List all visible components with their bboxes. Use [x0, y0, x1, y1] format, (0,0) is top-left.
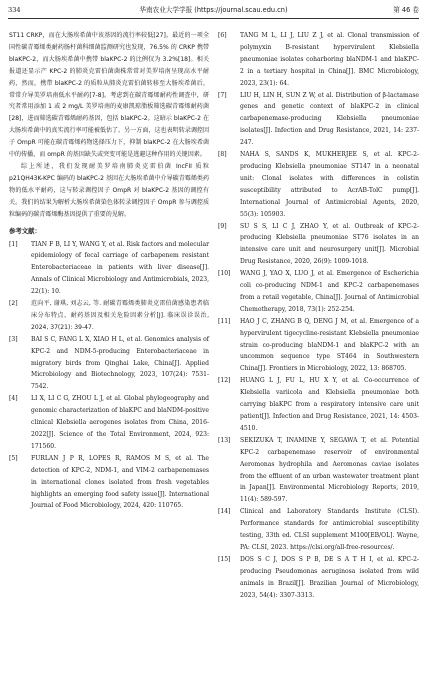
reference-item: [13] SEKIZUKA T, INAMINE Y, SEGAWA T, et al. Potential KPC-2 carbapenemase reservoir of environmental Aeromonas hydrophila and Aeromonas caviae isolates from the effluent of an urban wastewater treatment plant in Japan[J]. Environmental Microbiology Reports, 2019, 11(4): 589-597.	[218, 436, 419, 504]
reference-item: [14] Clinical and Laboratory Standards Institute (CLSI). Performance standards for antimicrobial susceptibility testing, 33th ed. CLSI supplement M100[EB/OL]. Wayne, PA: CLSI, 2023. https://clsi.org/all-free-resources/.	[218, 508, 419, 551]
reference-text: HAO J C, ZHANG B Q, DENG J M, et al. Emergence of a hypervirulent tigecycline-resistant Klebsiella pneumoniae strain co-producing blaNDM-1 and blaKPC-2 with an uncommon sequence type ST464 in Southwestern China[J]. Frontiers in Microbiology, 2022, 13: 868705.	[240, 317, 419, 373]
running-header	[8, 4, 419, 18]
reference-text: BAI S C, FANG L X, XIAO H L, et al. Genomics analysis of KPC-2 and NDM-5-producing Enterobacteriaceae in migratory birds from Qinghai Lake, China[J]. Applied Microbiology and Biotechnology, 2023, 107(24): 7531-7542.	[31, 335, 209, 391]
left-column	[9, 30, 209, 512]
reference-text: NAHA S, SANDS K, MUKHERJEE S, et al. KPC-2-producing Klebsiella pneumoniae ST147 in a neonatal unit: Clonal isolates with differences in colistin susceptibility attributed to AcrAB-TolC pump[J]. International Journal of Antimicrobial Agents, 2020, 55(3): 105903.	[240, 151, 419, 218]
reference-text: FURLAN J P R, LOPES R, RAMOS M S, et al. The detection of KPC-2, NDM-1, and VIM-2 carbapenemases in international clones isolated from fresh vegetables highlights an emerging food safety issue[J]. International Journal of Food Microbiology, 2024, 420: 110765.	[31, 454, 209, 510]
reference-text: TIAN F B, LI Y, WANG Y, et al. Risk factors and molecular epidemiology of fecal carriage of carbapenem resistant Enterobacteriaceae in patients with liver disease[J]. Annals of Clinical Microbiology and Antimicrobials, 2023, 22(1): 10.	[31, 240, 209, 296]
reference-text: LIU H, LIN H, SUN Z W, et al. Distribution of β-lactamase genes and genetic context of blaKPC-2 in clinical carbapenemase-producing Klebsiella pneumoniae isolates[J]. Infection and Drug Resistance, 2021, 14: 237-247.	[240, 91, 419, 147]
volume-label: 第 46 卷	[393, 6, 419, 14]
reference-item: [4] LI X, LI C G, ZHOU L J, et al. Global phylogeography and genomic characterization of blaKPC and blaNDM-positive clinical Klebsiella aerogenes isolates from China, 2016-2022[J]. Science of the Total Environment, 2024, 923: 171560.	[9, 395, 209, 450]
header-rule	[8, 18, 419, 19]
reference-item: [3] BAI S C, FANG L X, XIAO H L, et al. Genomics analysis of KPC-2 and NDM-5-producing Enterobacteriaceae in migratory birds from Qinghai Lake, China[J]. Applied Microbiology and Biotechnology, 2023, 107(24): 7531-7542.	[9, 335, 209, 391]
reference-item: [10] WANG J, YAO X, LUO J, et al. Emergence of Escherichia coli co-producing NDM-1 and KPC-2 carbapenemases from a retail vegetable, China[J]. Journal of Antimicrobial Chemotherapy, 2018, 73(1): 252-254.	[218, 270, 419, 313]
reference-item: [5] FURLAN J P R, LOPES R, RAMOS M S, et al. The detection of KPC-2, NDM-1, and VIM-2 carbapenemases in international clones isolated from fresh vegetables highlights an emerging food safety issue[J]. International Journal of Food Microbiology, 2024, 420: 110765.	[9, 454, 209, 510]
reference-text: WANG J, YAO X, LUO J, et al. Emergence of Escherichia coli co-producing NDM-1 and KPC-2 carbapenemases from a retail vegetable, China[J]. Journal of Antimicrobial Chemotherapy, 2018, 73(1): 252-254.	[240, 270, 419, 313]
reference-text: SU S S, LI C J, ZHAO Y, et al. Outbreak of KPC-2-producing Klebsiella pneumoniae ST76 isolates in an intensive care unit and neurosurgery unit[J]. Microbial Drug Resistance, 2020, 26(9): 1009-1018.	[240, 222, 419, 266]
page-number: 334	[8, 6, 21, 14]
body-paragraph: ST11 CRKP，而在大肠埃希菌中该基因的流行率较低[27]。最近的一项全国性碳青霉烯类耐药肠杆菌科细菌监测研究也发现，76.5% 的 CRKP 携带 blaKPC-2，而大肠埃希菌中携带 blaKPC-2 的比例仅为 3.2%[18]。相关报道还显示产 KPC-2 的肺炎克雷伯菌菌株常常对美罗培南呈现高水平耐药，然而，携带 blaKPC-2 的质粒从肺炎克雷伯菌转移至大肠埃希菌后，常常介导美罗培南低水平耐药[7-8]。考虑到在碳青霉烯耐药性调查中，研究者常用添加 1 或 2 mg/L 美罗培南的麦康凯琼脂板筛选碳青霉烯耐药菌[28]，进而筛选碳青霉烯耐药基因，包括 blaKPC-2。这暗示 blaKPC-2 在大肠埃希菌中的真实流行率可能被低估了。另一方面，这也表明转录调控因子 OmpR 可能在碳青霉烯药物选择压力下，抑制 blaKPC-2 在大肠埃希菌中的传播，而 ompR 的基因缺失或突变可能是逃避这种作用的关键因素。	[9, 32, 209, 159]
references-heading: 参考文献：	[9, 226, 41, 235]
reference-text: Clinical and Laboratory Standards Institute (CLSI). Performance standards for antimicrobial susceptibility testing, 33th ed. CLSI supplement M100[EB/OL]. Wayne, PA: CLSI, 2023. https://clsi.org/all-free-resources/.	[240, 508, 419, 551]
reference-item: [1] TIAN F B, LI Y, WANG Y, et al. Risk factors and molecular epidemiology of fecal carriage of carbapenem resistant Enterobacteriaceae in patients with liver disease[J]. Annals of Clinical Microbiology and Antimicrobials, 2023, 22(1): 10.	[9, 240, 209, 296]
reference-item: [12] HUANG L J, FU L, HU X Y, et al. Co-occurrence of Klebsiella variicola and Klebsiella pneumoniae both carrying blaKPC from a respiratory intensive care unit patient[J]. Infection and Drug Resistance, 2021, 14: 4503-4510.	[218, 377, 419, 432]
reference-item: [11] HAO J C, ZHANG B Q, DENG J M, et al. Emergence of a hypervirulent tigecycline-resistant Klebsiella pneumoniae strain co-producing blaNDM-1 and blaKPC-2 with an uncommon sequence type ST464 in Southwestern China[J]. Frontiers in Microbiology, 2022, 13: 868705.	[218, 317, 419, 373]
reference-item: [2] 范向平, 谢琪, 刘志云, 等. 耐碳青霉烯类肺炎克雷伯菌感染患者临床分布特点、耐药基因及相关危险因素分析[J]. 临床误诊误治, 2024, 37(21): 39-47.	[9, 300, 209, 331]
reference-item: [6] TANG M L, LI J, LIU Z J, et al. Clonal transmission of polymyxin B-resistant hypervirulent Klebsiella pneumoniae isolates coharboring blaNDM-1 and blaKPC-2 in a tertiary hospital in China[J]. BMC Microbiology, 2023, 23(1): 64.	[218, 32, 419, 87]
reference-item: [8] NAHA S, SANDS K, MUKHERJEE S, et al. KPC-2-producing Klebsiella pneumoniae ST147 in a neonatal unit: Clonal isolates with differences in colistin susceptibility attributed to AcrAB-TolC pump[J]. International Journal of Antimicrobial Agents, 2020, 55(3): 105903.	[218, 151, 419, 218]
reference-text: 范向平, 谢琪, 刘志云, 等. 耐碳青霉烯类肺炎克雷伯菌感染患者临床分布特点、耐药基因及相关危险因素分析[J]. 临床误诊误治, 2024, 37(21): 39-47.	[31, 300, 209, 331]
reference-text: LI X, LI C G, ZHOU L J, et al. Global phylogeography and genomic characterization of blaKPC and blaNDM-positive clinical Klebsiella aerogenes isolates from China, 2016-2022[J]. Science of the Total Environment, 2024, 923: 171560.	[31, 395, 209, 450]
reference-text: DOS S C J, DOS S P B, DE S A T H I, et al. KPC-2-producing Pseudomonas aeruginosa isolated from wild animals in Brazil[J]. Brazilian Journal of Microbiology, 2023, 54(4): 3307-3313.	[240, 555, 419, 599]
reference-text: HUANG L J, FU L, HU X Y, et al. Co-occurrence of Klebsiella variicola and Klebsiella pneumoniae both carrying blaKPC from a respiratory intensive care unit patient[J]. Infection and Drug Resistance, 2021, 14: 4503-4510.	[240, 377, 419, 432]
reference-item: [15] DOS S C J, DOS S P B, DE S A T H I, et al. KPC-2-producing Pseudomonas aeruginosa isolated from wild animals in Brazil[J]. Brazilian Journal of Microbiology, 2023, 54(4): 3307-3313.	[218, 555, 419, 599]
body-paragraph: 综上所述，我们发现耐美罗培南肺炎克雷伯菌 IncFII 质粒 p21QH43K-KPC 编码的 blaKPC-2 基因在大肠埃希菌中介导碳青霉烯类药物的低水平耐药，这与转录调控因子 OmpR 对 blaKPC-2 基因的调控有关。我们的结果为解析大肠埃希菌染色体转录调控因子 OmpR 参与调控质粒编码的碳青霉烯酶基因提供了重要的见解。	[9, 162, 209, 218]
journal-title: 华南农业大学学报 (https://journal.scau.edu.cn)	[139, 6, 288, 14]
reference-text: TANG M L, LI J, LIU Z J, et al. Clonal transmission of polymyxin B-resistant hypervirulent Klebsiella pneumoniae isolates coharboring blaNDM-1 and blaKPC-2 in a tertiary hospital in China[J]. BMC Microbiology, 2023, 23(1): 64.	[240, 32, 419, 87]
reference-text: SEKIZUKA T, INAMINE Y, SEGAWA T, et al. Potential KPC-2 carbapenemase reservoir of environmental Aeromonas hydrophila and Aeromonas caviae isolates from the effluent of an urban wastewater treatment plant in Japan[J]. Environmental Microbiology Reports, 2019, 11(4): 589-597.	[240, 436, 419, 504]
right-column	[218, 30, 419, 602]
reference-item: [7] LIU H, LIN H, SUN Z W, et al. Distribution of β-lactamase genes and genetic context of blaKPC-2 in clinical carbapenemase-producing Klebsiella pneumoniae isolates[J]. Infection and Drug Resistance, 2021, 14: 237-247.	[218, 91, 419, 147]
reference-item: [9] SU S S, LI C J, ZHAO Y, et al. Outbreak of KPC-2-producing Klebsiella pneumoniae ST76 isolates in an intensive care unit and neurosurgery unit[J]. Microbial Drug Resistance, 2020, 26(9): 1009-1018.	[218, 222, 419, 266]
